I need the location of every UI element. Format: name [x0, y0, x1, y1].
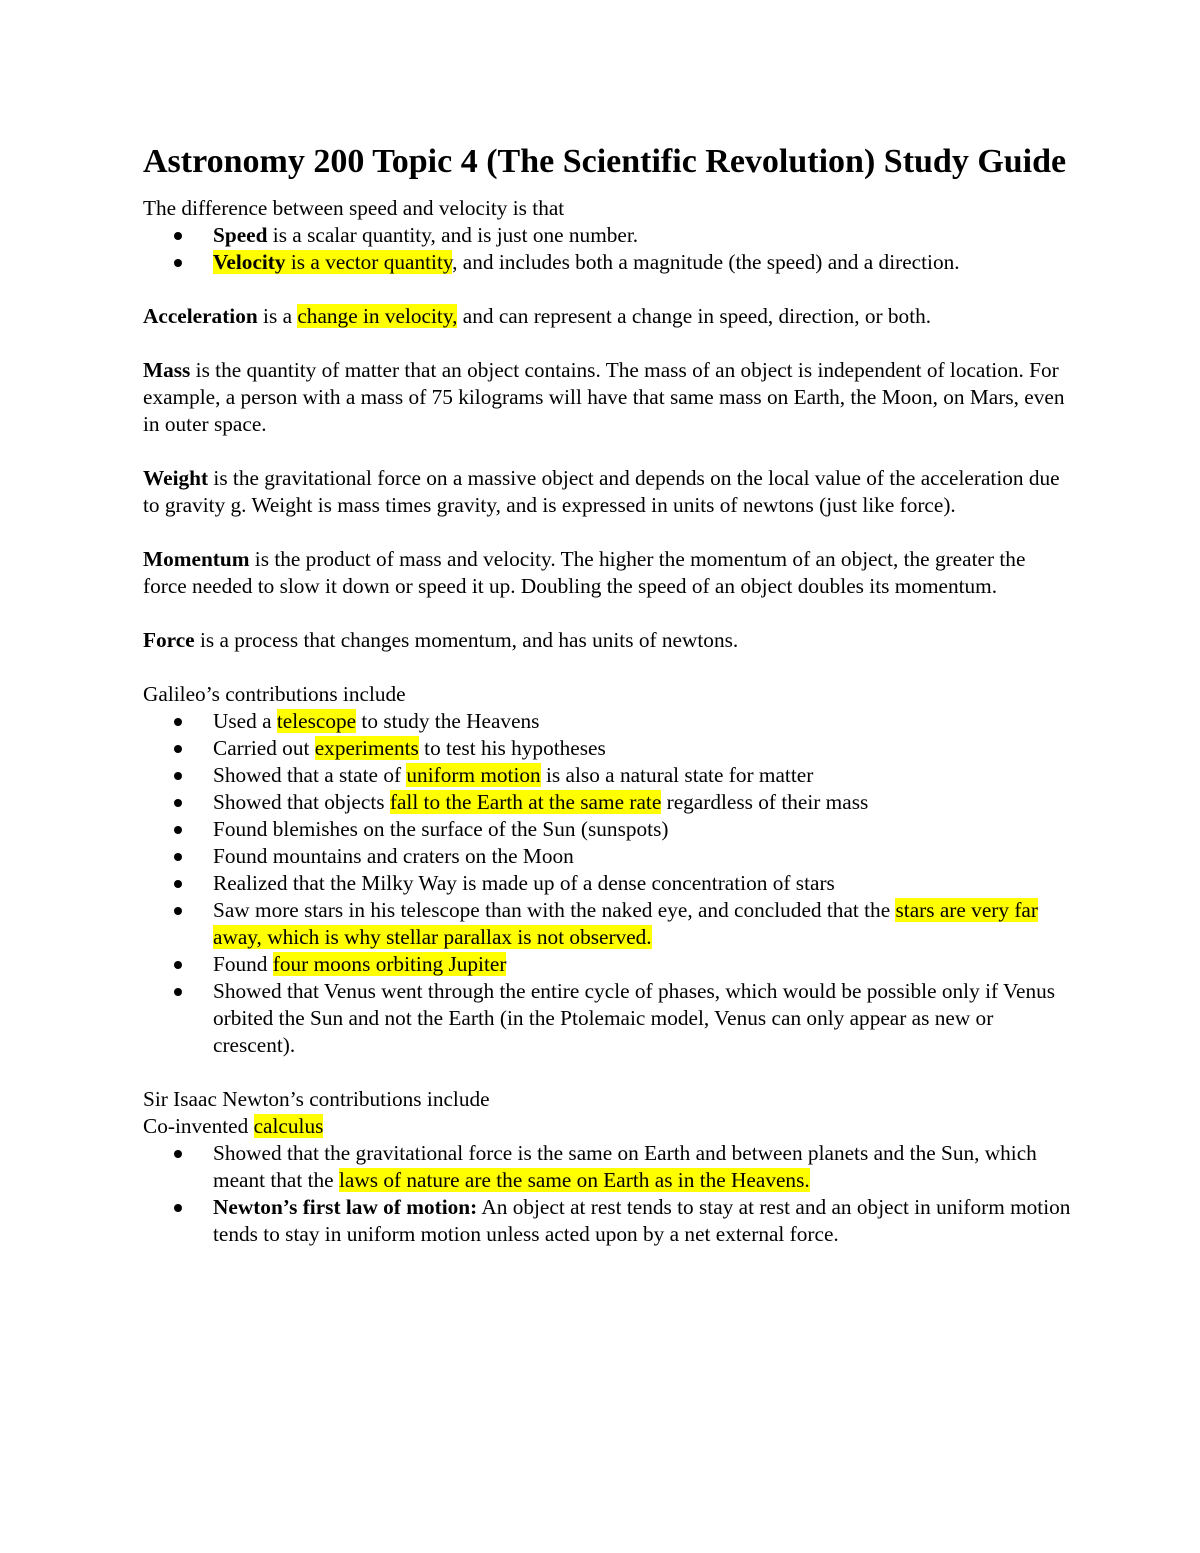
highlight: calculus: [253, 1114, 324, 1138]
bullet-icon: [174, 772, 182, 780]
bullet-icon: [174, 826, 182, 834]
bullet-icon: [174, 988, 182, 996]
list-item: Found blemishes on the surface of the Sun (sunspots): [143, 816, 1073, 843]
list-item: Realized that the Milky Way is made up of a dense concentration of stars: [143, 870, 1073, 897]
bullet-icon: [174, 880, 182, 888]
list-item: Carried out experiments to test his hypotheses: [143, 735, 1073, 762]
momentum-paragraph: Momentum is the product of mass and velocity. The higher the momentum of an object, the greater the force needed to slow it down or speed it up. Doubling the speed of an object doubles its momentum.: [143, 547, 1026, 598]
bullet-icon: [174, 232, 182, 240]
highlight: telescope: [276, 709, 357, 733]
bullet-icon: [174, 1204, 182, 1212]
list-item: Showed that Venus went through the entire cycle of phases, which would be possible only if Venus orbited the Sun and not the Earth (in the Ptolemaic model, Venus can only appear as new or crescent).: [143, 978, 1073, 1059]
highlight: stars are very far away, which is why stellar parallax is not observed.: [213, 898, 1038, 949]
list-item: Showed that a state of uniform motion is also a natural state for matter: [143, 762, 1073, 789]
bullet-icon: [174, 799, 182, 807]
list-item: Showed that objects fall to the Earth at the same rate regardless of their mass: [143, 789, 1073, 816]
bullet-icon: [174, 907, 182, 915]
galileo-list: [143, 708, 1073, 1059]
document-page: [143, 140, 1073, 1248]
acceleration-paragraph: Acceleration is a change in velocity, and can represent a change in speed, direction, or both.: [143, 304, 932, 328]
highlight: fall to the Earth at the same rate: [389, 790, 662, 814]
list-item: Found mountains and craters on the Moon: [143, 843, 1073, 870]
list-item: Velocity is a vector quantity, and includes both a magnitude (the speed) and a direction.: [143, 249, 1073, 276]
bullet-icon: [174, 1150, 182, 1158]
highlight: uniform motion: [406, 763, 541, 787]
galileo-intro: Galileo’s contributions include: [143, 682, 406, 706]
list-item: Saw more stars in his telescope than with the naked eye, and concluded that the stars are very far away, which is why stellar parallax is not observed.: [143, 897, 1073, 951]
list-item: Newton’s first law of motion: An object at rest tends to stay at rest and an object in uniform motion tends to stay in uniform motion unless acted upon by a net external force.: [143, 1194, 1073, 1248]
bullet-icon: [174, 961, 182, 969]
list-item: Used a telescope to study the Heavens: [143, 708, 1073, 735]
newton-list: [143, 1140, 1073, 1248]
bullet-icon: [174, 259, 182, 267]
speed-velocity-list: [143, 222, 1073, 276]
newton-intro: Sir Isaac Newton’s contributions include: [143, 1087, 490, 1111]
weight-paragraph: Weight is the gravitational force on a massive object and depends on the local value of the acceleration due to gravity g. Weight is mass times gravity, and is expressed in units of newtons (just like force).: [143, 466, 1060, 517]
mass-paragraph: Mass is the quantity of matter that an object contains. The mass of an object is independent of location. For example, a person with a mass of 75 kilograms will have that same mass on Earth, the Moon, on Mars, even in outer space.: [143, 358, 1065, 436]
list-item: Speed is a scalar quantity, and is just one number.: [143, 222, 1073, 249]
bullet-icon: [174, 853, 182, 861]
bullet-icon: [174, 718, 182, 726]
bullet-icon: [174, 745, 182, 753]
highlight: change in velocity,: [297, 304, 458, 328]
highlight: Velocity is a vector quantity: [213, 250, 453, 274]
list-item: Found four moons orbiting Jupiter: [143, 951, 1073, 978]
speed-velocity-intro: The difference between speed and velocity is that: [143, 196, 565, 220]
page-title: Astronomy 200 Topic 4 (The Scientific Revolution) Study Guide: [143, 143, 1067, 180]
newton-calculus-line: Co-invented calculus: [143, 1114, 324, 1138]
highlight: laws of nature are the same on Earth as in the Heavens.: [338, 1168, 810, 1192]
highlight: four moons orbiting Jupiter: [272, 952, 507, 976]
list-item: Showed that the gravitational force is the same on Earth and between planets and the Sun, which meant that the laws of nature are the same on Earth as in the Heavens.: [143, 1140, 1073, 1194]
highlight: experiments: [314, 736, 419, 760]
force-paragraph: Force is a process that changes momentum, and has units of newtons.: [143, 628, 739, 652]
